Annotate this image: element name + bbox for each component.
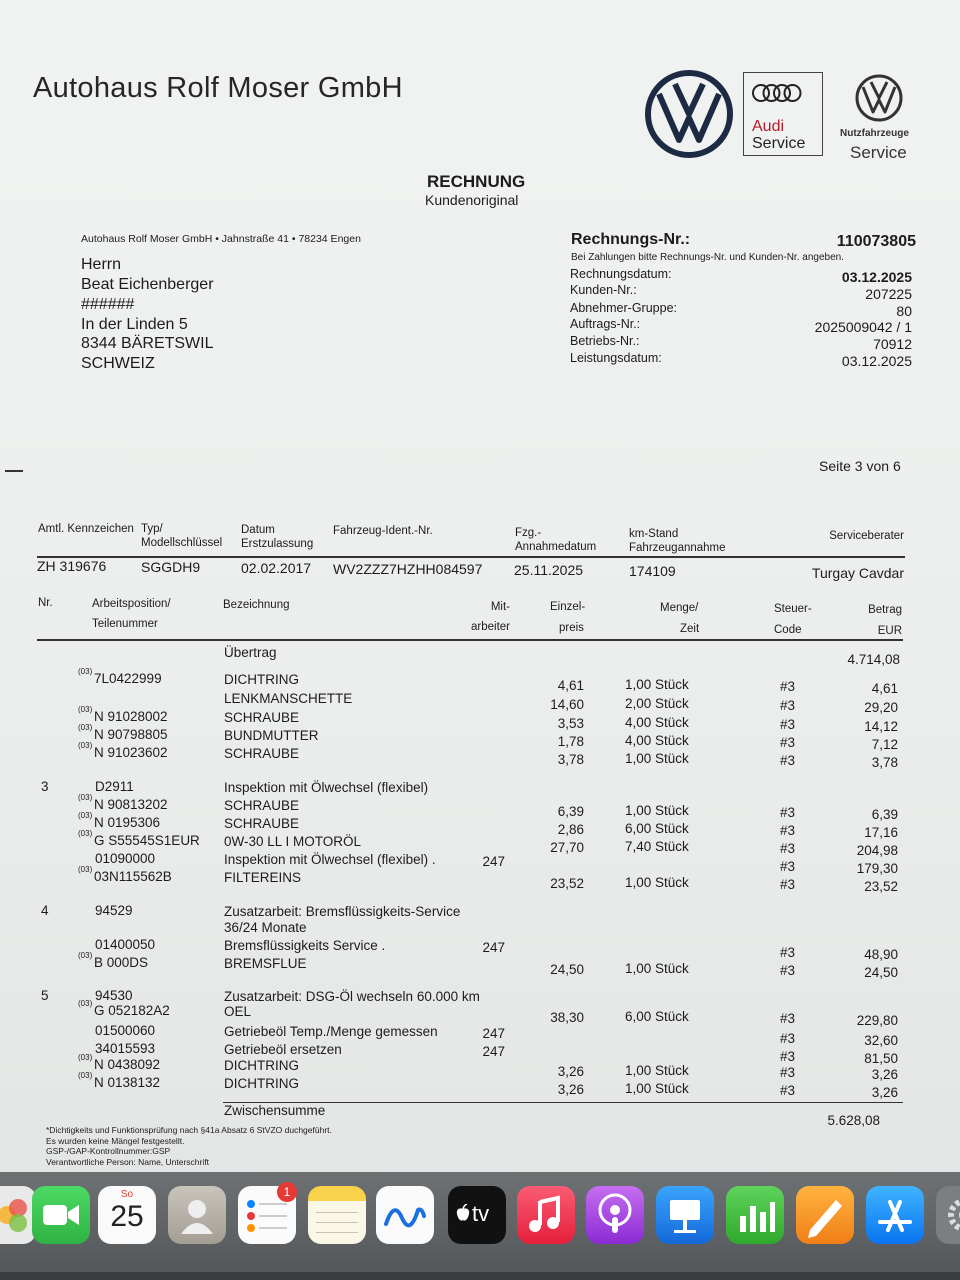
part-number: N 0138132 [94,1075,161,1090]
item-tax-code: #3 [780,1065,796,1080]
vehicle-header-type: Typ/ [141,523,163,535]
keynote-icon[interactable] [656,1186,714,1244]
meta-label: Abnehmer-Gruppe: [570,301,678,315]
items-header-description: Bezeichnung [223,599,290,611]
item-quantity: 1,00 Stück [625,751,689,766]
items-header-tax: Steuer- [774,603,812,615]
part-number: G S55545S1EUR [94,833,200,848]
item-tax-code: #3 [780,963,796,978]
item-number: 5 [41,988,49,1003]
meta-label: Betriebs-Nr.: [570,334,640,348]
item-description: Inspektion mit Ölwechsel (flexibel) . [224,852,436,867]
podcasts-icon[interactable] [586,1186,644,1244]
item-amount: 14,12 [864,719,898,734]
meta-value: 03.12.2025 [841,353,912,369]
part-number: 03N115562B [94,869,172,884]
recipient-line: ###### [81,296,135,313]
carry-over-label: Übertrag [224,645,277,660]
item-amount: 81,50 [864,1051,898,1066]
part-number: N 91028002 [94,709,168,724]
item-tax-code: #3 [780,1083,796,1098]
invoice-number-label: Rechnungs-Nr.: [571,231,691,248]
part-number: 94529 [95,903,133,918]
item-unit-price: 24,50 [550,962,584,977]
items-header-price: Einzel- [550,601,586,613]
item-quantity: 6,00 Stück [625,821,689,836]
calendar-icon[interactable] [98,1186,156,1244]
item-quantity: 7,40 Stück [625,839,689,854]
vehicle-km: 174109 [629,563,676,579]
items-header-price: preis [559,622,584,634]
item-amount: 32,60 [864,1033,898,1048]
item-employee: 247 [482,1044,505,1059]
freeform-icon[interactable] [376,1186,434,1244]
part-number: 01090000 [95,851,156,866]
numbers-icon[interactable] [726,1186,784,1244]
invoice-number: 110073805 [836,233,916,250]
app-store-icon[interactable] [866,1186,924,1244]
item-description: Getriebeöl ersetzen [224,1042,342,1057]
vehicle-header-type: Modellschlüssel [141,537,223,549]
items-header-tax: Code [774,624,802,636]
footnote: GSP-/GAP-Kontrollnummer:GSP [46,1146,171,1156]
item-amount: 29,20 [864,700,898,715]
items-header-position: Teilenummer [92,618,158,630]
item-unit-price: 3,26 [557,1064,584,1079]
part-prefix: (03) [78,705,93,714]
part-prefix: (03) [78,741,93,750]
item-unit-price: 4,61 [557,678,584,693]
part-number: 01500060 [95,1023,156,1038]
item-amount: 6,39 [871,807,898,822]
item-number: 4 [41,903,49,918]
item-amount: 3,26 [871,1067,898,1082]
vw-nutzfahrzeuge-logo-icon [855,74,903,122]
item-employee: 247 [482,1026,505,1041]
item-amount: 7,12 [871,737,898,752]
part-prefix: (03) [78,811,93,820]
meta-value: 2025009042 / 1 [814,319,912,335]
part-number: N 90813202 [94,797,168,812]
items-header-nr: Nr. [38,597,53,609]
item-tax-code: #3 [780,877,796,892]
recipient-country: SCHWEIZ [81,355,155,372]
item-amount: 179,30 [856,861,898,876]
part-number: N 91023602 [94,745,168,760]
item-quantity: 1,00 Stück [625,875,689,890]
item-description: SCHRAUBE [224,710,300,725]
items-header-quantity: Menge/ [660,602,699,614]
item-unit-price: 2,86 [557,822,584,837]
item-description: SCHRAUBE [224,798,300,813]
item-amount: 23,52 [864,879,898,894]
recipient-name: Beat Eichenberger [81,276,214,293]
item-employee: 247 [482,940,505,955]
music-icon[interactable] [517,1186,575,1244]
item-tax-code: #3 [780,805,796,820]
vw-logo-icon [645,70,733,158]
vehicle-advisor: Turgay Cavdar [811,565,904,581]
part-number: 34015593 [95,1041,156,1056]
part-number: B 000DS [94,955,149,970]
item-unit-price: 23,52 [550,876,584,891]
part-number: 7L0422999 [94,671,162,686]
vehicle-header-date: Erstzulassung [241,538,314,550]
items-header-rule [37,639,903,641]
item-tax-code: #3 [780,1049,796,1064]
vehicle-header-received: Annahmedatum [515,541,597,553]
meta-label: Rechnungsdatum: [570,267,672,281]
item-description: OEL [224,1004,252,1019]
items-header-employee: arbeiter [471,621,510,633]
vehicle-header-received: Fzg.- [515,527,542,539]
page-indicator: Seite 3 von 6 [819,458,901,474]
item-quantity: 1,00 Stück [625,1063,689,1078]
item-unit-price: 3,78 [557,752,584,767]
item-tax-code: #3 [780,859,796,874]
subtotal-amount: 5.628,08 [827,1113,880,1128]
item-unit-price: 3,53 [557,716,584,731]
item-tax-code: #3 [780,735,796,750]
vehicle-header-rule [37,556,905,558]
item-employee: 247 [482,854,505,869]
vehicle-header-km: Fahrzeugannahme [629,542,726,554]
part-prefix: (03) [78,667,93,676]
part-prefix: (03) [78,829,93,838]
item-description: BREMSFLUE [224,956,307,971]
margin-mark [5,470,23,472]
calendar-date: 25 [110,1200,144,1233]
item-description: DICHTRING [224,1076,299,1091]
part-prefix: (03) [78,793,93,802]
meta-label: Auftrags-Nr.: [570,317,641,331]
item-unit-price: 27,70 [550,840,584,855]
audi-label: Audi [752,118,785,135]
part-prefix: (03) [78,1053,93,1062]
items-header-quantity: Zeit [680,623,700,635]
footnote: *Dichtigkeits und Funktionsprüfung nach §41a Absatz 6 StVZO duchgeführt. [46,1125,332,1135]
item-description: SCHRAUBE [224,746,300,761]
item-description: BUNDMUTTER [224,728,319,743]
item-amount: 48,90 [864,947,898,962]
vehicle-header-vin: Fahrzeug-Ident.-Nr. [333,525,433,537]
item-unit-price: 1,78 [557,734,584,749]
item-tax-code: #3 [780,698,796,713]
vehicle-first-registration: 02.02.2017 [241,560,312,576]
item-description: DICHTRING [224,1058,299,1073]
item-amount: 229,80 [856,1013,898,1028]
calendar-day: So [120,1189,134,1200]
carry-over-amount: 4.714,08 [847,652,900,667]
audi-service-label: Service [752,135,806,152]
footnote: Verantwortliche Person: Name, Unterschrift [46,1157,209,1167]
contacts-icon[interactable] [168,1186,226,1244]
item-tax-code: #3 [780,679,796,694]
audi-service-logo [743,72,823,156]
item-description: Inspektion mit Ölwechsel (flexibel) [224,780,429,795]
vehicle-type: SGGDH9 [141,559,201,575]
item-number: 3 [41,779,49,794]
item-description: 36/24 Monate [224,920,307,935]
part-prefix: (03) [78,723,93,732]
part-number: N 90798805 [94,727,168,742]
item-quantity: 4,00 Stück [625,715,689,730]
items-header-amount: EUR [877,625,902,637]
item-quantity: 1,00 Stück [625,1081,689,1096]
reminders-badge: 1 [277,1182,297,1202]
item-tax-code: #3 [780,1011,796,1026]
item-description: Zusatzarbeit: DSG-Öl wechseln 60.000 km [224,989,480,1004]
vehicle-header-date: Datum [241,524,275,536]
subtotal-label: Zwischensumme [224,1103,326,1118]
item-quantity: 6,00 Stück [625,1009,689,1024]
item-quantity: 1,00 Stück [625,677,689,692]
vehicle-header-plate: Amtl. Kennzeichen [38,523,134,535]
item-unit-price: 6,39 [557,804,584,819]
item-amount: 3,78 [871,755,898,770]
item-unit-price: 14,60 [550,697,584,712]
items-header-employee: Mit- [490,601,510,613]
pages-icon[interactable] [796,1186,854,1244]
item-tax-code: #3 [780,717,796,732]
company-name: Autohaus Rolf Moser GmbH [33,72,403,104]
photos-icon[interactable] [0,1186,36,1244]
part-prefix: (03) [78,865,93,874]
recipient-salutation: Herrn [81,256,122,273]
item-description: Zusatzarbeit: Bremsflüssigkeits-Service [224,904,461,919]
item-description: SCHRAUBE [224,816,300,831]
vehicle-plate: ZH 319676 [37,558,107,574]
part-number: 01400050 [95,937,156,952]
document-subtitle: Kundenoriginal [425,192,519,208]
item-description: 0W-30 LL I MOTORÖL [224,834,362,849]
document-title: RECHNUNG [427,172,526,191]
meta-label: Leistungsdatum: [570,351,662,365]
item-quantity: 1,00 Stück [625,961,689,976]
footnote: Es wurden keine Mängel festgestellt. [46,1136,185,1146]
part-prefix: (03) [78,999,93,1008]
payment-note: Bei Zahlungen bitte Rechnungs-Nr. und Kunden-Nr. angeben. [571,252,844,263]
sender-line: Autohaus Rolf Moser GmbH • Jahnstraße 41 • 78234 Engen [81,233,361,245]
part-number: D2911 [95,779,134,794]
item-amount: 3,26 [871,1085,898,1100]
item-quantity: 4,00 Stück [625,733,689,748]
item-unit-price: 38,30 [550,1010,584,1025]
item-quantity: 1,00 Stück [625,803,689,818]
apple-tv-icon[interactable] [448,1186,506,1244]
tv-label: tv [472,1201,490,1226]
item-description: Bremsflüssigkeits Service . [224,938,386,953]
recipient-city: 8344 BÄRETSWIL [81,335,214,352]
facetime-icon[interactable] [32,1186,90,1244]
meta-value: 70912 [873,336,912,352]
items-header-position: Arbeitsposition/ [92,598,171,610]
item-description: FILTEREINS [224,870,302,885]
meta-value: 207225 [865,286,912,302]
item-tax-code: #3 [780,841,796,856]
item-description: DICHTRING [224,672,299,687]
part-prefix: (03) [78,951,93,960]
vehicle-header-advisor: Serviceberater [829,530,904,542]
part-number: N 0195306 [94,815,161,830]
item-amount: 204,98 [856,843,898,858]
item-amount: 24,50 [864,965,898,980]
item-description: Getriebeöl Temp./Menge gemessen [224,1024,438,1039]
apple-logo-icon [456,1204,470,1222]
vehicle-received-date: 25.11.2025 [514,562,584,578]
item-unit-price: 3,26 [557,1082,584,1097]
item-tax-code: #3 [780,823,796,838]
item-description: LENKMANSCHETTE [224,691,353,706]
item-tax-code: #3 [780,1031,796,1046]
meta-label: Kunden-Nr.: [570,283,637,297]
part-prefix: (03) [78,1071,93,1080]
part-number: N 0438092 [94,1057,161,1072]
nutzfahrzeuge-service-label: Service [850,143,907,162]
meta-value: 80 [896,303,912,319]
audi-rings-icon [751,82,803,104]
vehicle-vin: WV2ZZZ7HZHH084597 [333,561,483,577]
part-number: 94530 [95,988,133,1003]
notes-icon[interactable] [308,1186,366,1244]
items-header-amount: Betrag [868,604,902,616]
item-tax-code: #3 [780,753,796,768]
item-amount: 4,61 [871,681,898,696]
item-quantity: 2,00 Stück [625,696,689,711]
vehicle-header-km: km-Stand [629,528,679,540]
part-number: G 052182A2 [94,1003,170,1018]
settings-icon[interactable] [936,1186,960,1244]
item-tax-code: #3 [780,945,796,960]
item-amount: 17,16 [864,825,898,840]
recipient-street: In der Linden 5 [81,316,188,333]
meta-value: 03.12.2025 [841,269,912,285]
nutzfahrzeuge-label: Nutzfahrzeuge [840,128,909,139]
